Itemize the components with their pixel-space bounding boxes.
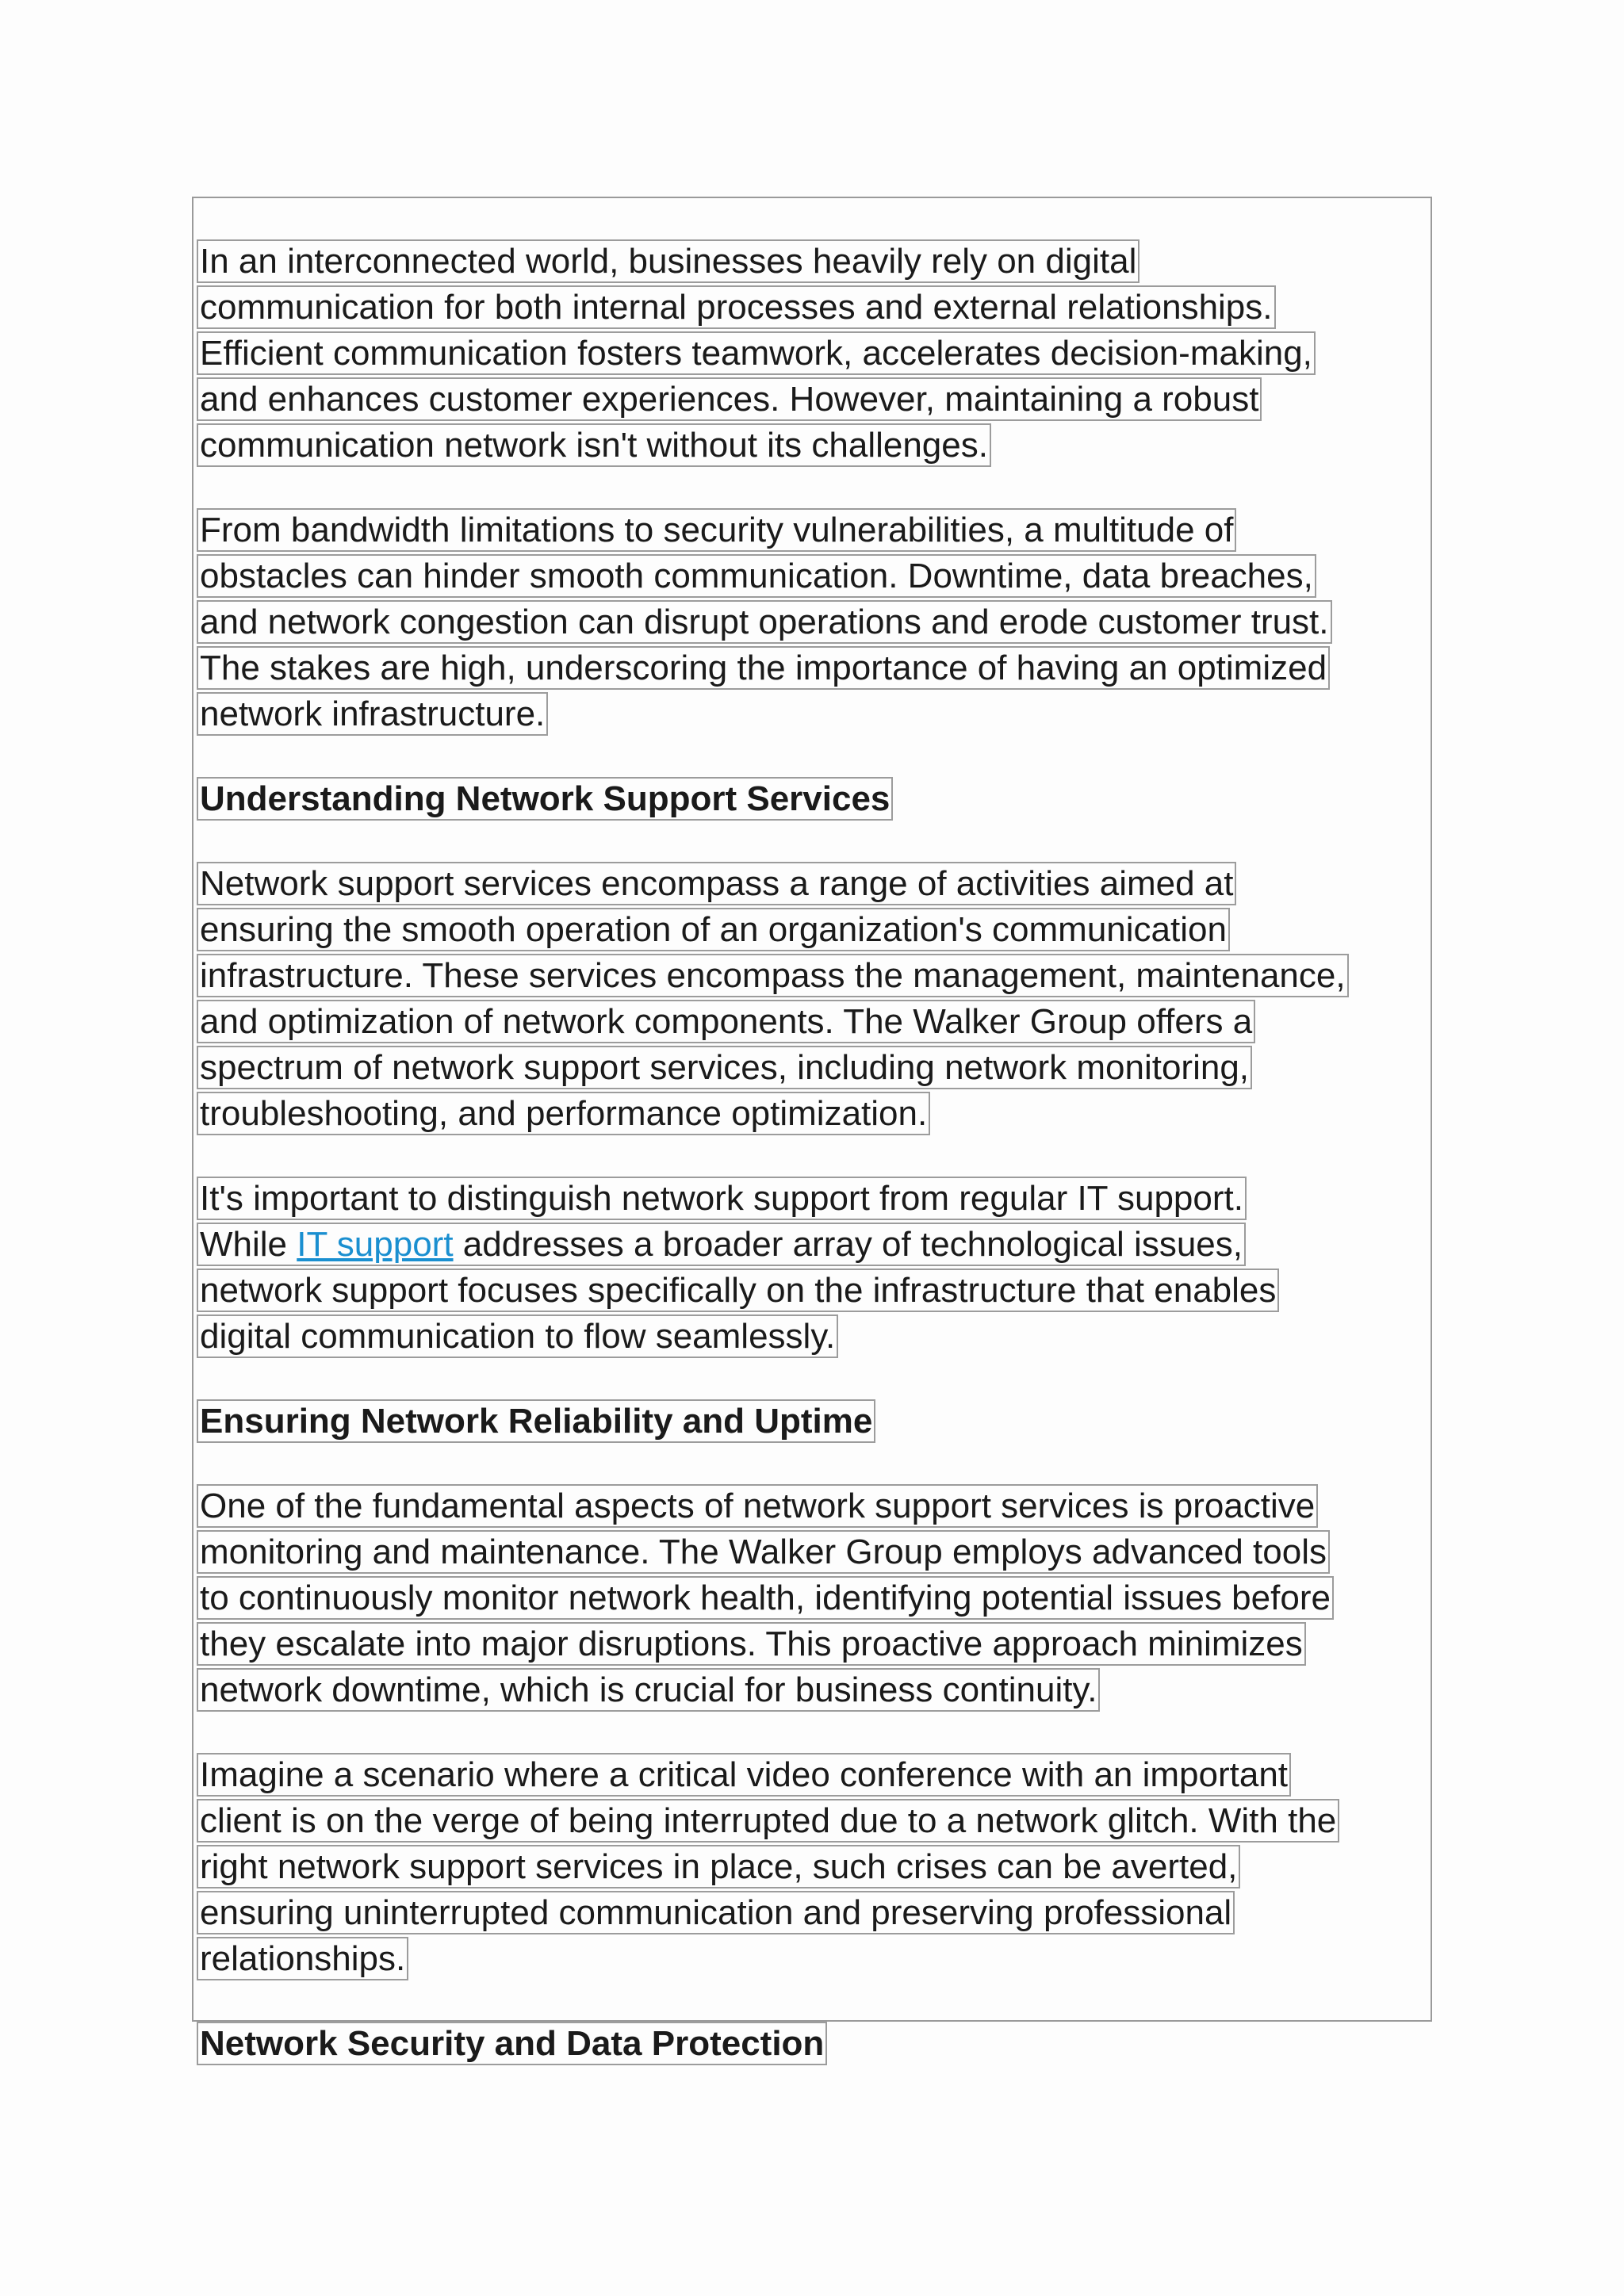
paragraph-obstacles xyxy=(197,508,1426,736)
text-line: and enhances customer experiences. However, maintaining a robust xyxy=(197,377,1262,421)
it-support-link[interactable]: IT support xyxy=(297,1225,454,1264)
section-heading: Understanding Network Support Services xyxy=(197,777,893,821)
text-line: In an interconnected world, businesses heavily rely on digital xyxy=(197,239,1139,283)
text-line: digital communication to flow seamlessly. xyxy=(197,1314,838,1358)
text-line: and network congestion can disrupt operations and erode customer trust. xyxy=(197,600,1332,644)
text-line: troubleshooting, and performance optimization. xyxy=(197,1092,930,1135)
text-line: Network support services encompass a range of activities aimed at xyxy=(197,862,1236,905)
text-line: infrastructure. These services encompass the management, maintenance, xyxy=(197,954,1349,997)
text-line: and optimization of network components. The Walker Group offers a xyxy=(197,1000,1255,1043)
section-heading: Network Security and Data Protection xyxy=(197,2022,827,2065)
text-line: Imagine a scenario where a critical video conference with an important xyxy=(197,1753,1291,1797)
heading-security xyxy=(197,2022,1426,2065)
text-line: network infrastructure. xyxy=(197,692,548,736)
text-line: network support focuses specifically on the infrastructure that enables xyxy=(197,1269,1279,1312)
text-line: ensuring uninterrupted communication and preserving professional xyxy=(197,1891,1235,1934)
text-line: obstacles can hinder smooth communication. Downtime, data breaches, xyxy=(197,554,1316,598)
text-line: client is on the verge of being interrupted due to a network glitch. With the xyxy=(197,1799,1339,1843)
paragraph-intro xyxy=(197,239,1426,467)
text-line: The stakes are high, underscoring the importance of having an optimized xyxy=(197,646,1330,690)
text-line: communication for both internal processes and external relationships. xyxy=(197,285,1276,329)
text-line: It's important to distinguish network support from regular IT support. xyxy=(197,1177,1247,1220)
text-line: to continuously monitor network health, identifying potential issues before xyxy=(197,1576,1334,1620)
text-line: ensuring the smooth operation of an organization's communication xyxy=(197,908,1230,951)
text-line: spectrum of network support services, including network monitoring, xyxy=(197,1046,1252,1089)
paragraph-scenario xyxy=(197,1753,1426,1980)
document-body xyxy=(197,239,1426,2107)
text-line: network downtime, which is crucial for business continuity. xyxy=(197,1668,1100,1712)
paragraph-network-support xyxy=(197,862,1426,1135)
text-line: right network support services in place, such crises can be averted, xyxy=(197,1845,1240,1888)
heading-understanding xyxy=(197,777,1426,821)
text-line: From bandwidth limitations to security vulnerabilities, a multitude of xyxy=(197,508,1236,552)
text-line-with-link xyxy=(197,1223,1246,1266)
section-heading: Ensuring Network Reliability and Uptime xyxy=(197,1399,875,1443)
text-line: Efficient communication fosters teamwork, accelerates decision-making, xyxy=(197,331,1316,375)
paragraph-distinguish xyxy=(197,1177,1426,1358)
text-line: One of the fundamental aspects of network support services is proactive xyxy=(197,1484,1318,1528)
text-line: they escalate into major disruptions. This proactive approach minimizes xyxy=(197,1622,1306,1666)
heading-reliability xyxy=(197,1399,1426,1443)
link-suffix-text: addresses a broader array of technological issues, xyxy=(453,1225,1243,1264)
text-line: communication network isn't without its challenges. xyxy=(197,423,991,467)
text-line: monitoring and maintenance. The Walker Group employs advanced tools xyxy=(197,1530,1330,1574)
link-prefix-text: While xyxy=(200,1225,297,1264)
paragraph-monitoring xyxy=(197,1484,1426,1712)
text-line: relationships. xyxy=(197,1937,408,1980)
